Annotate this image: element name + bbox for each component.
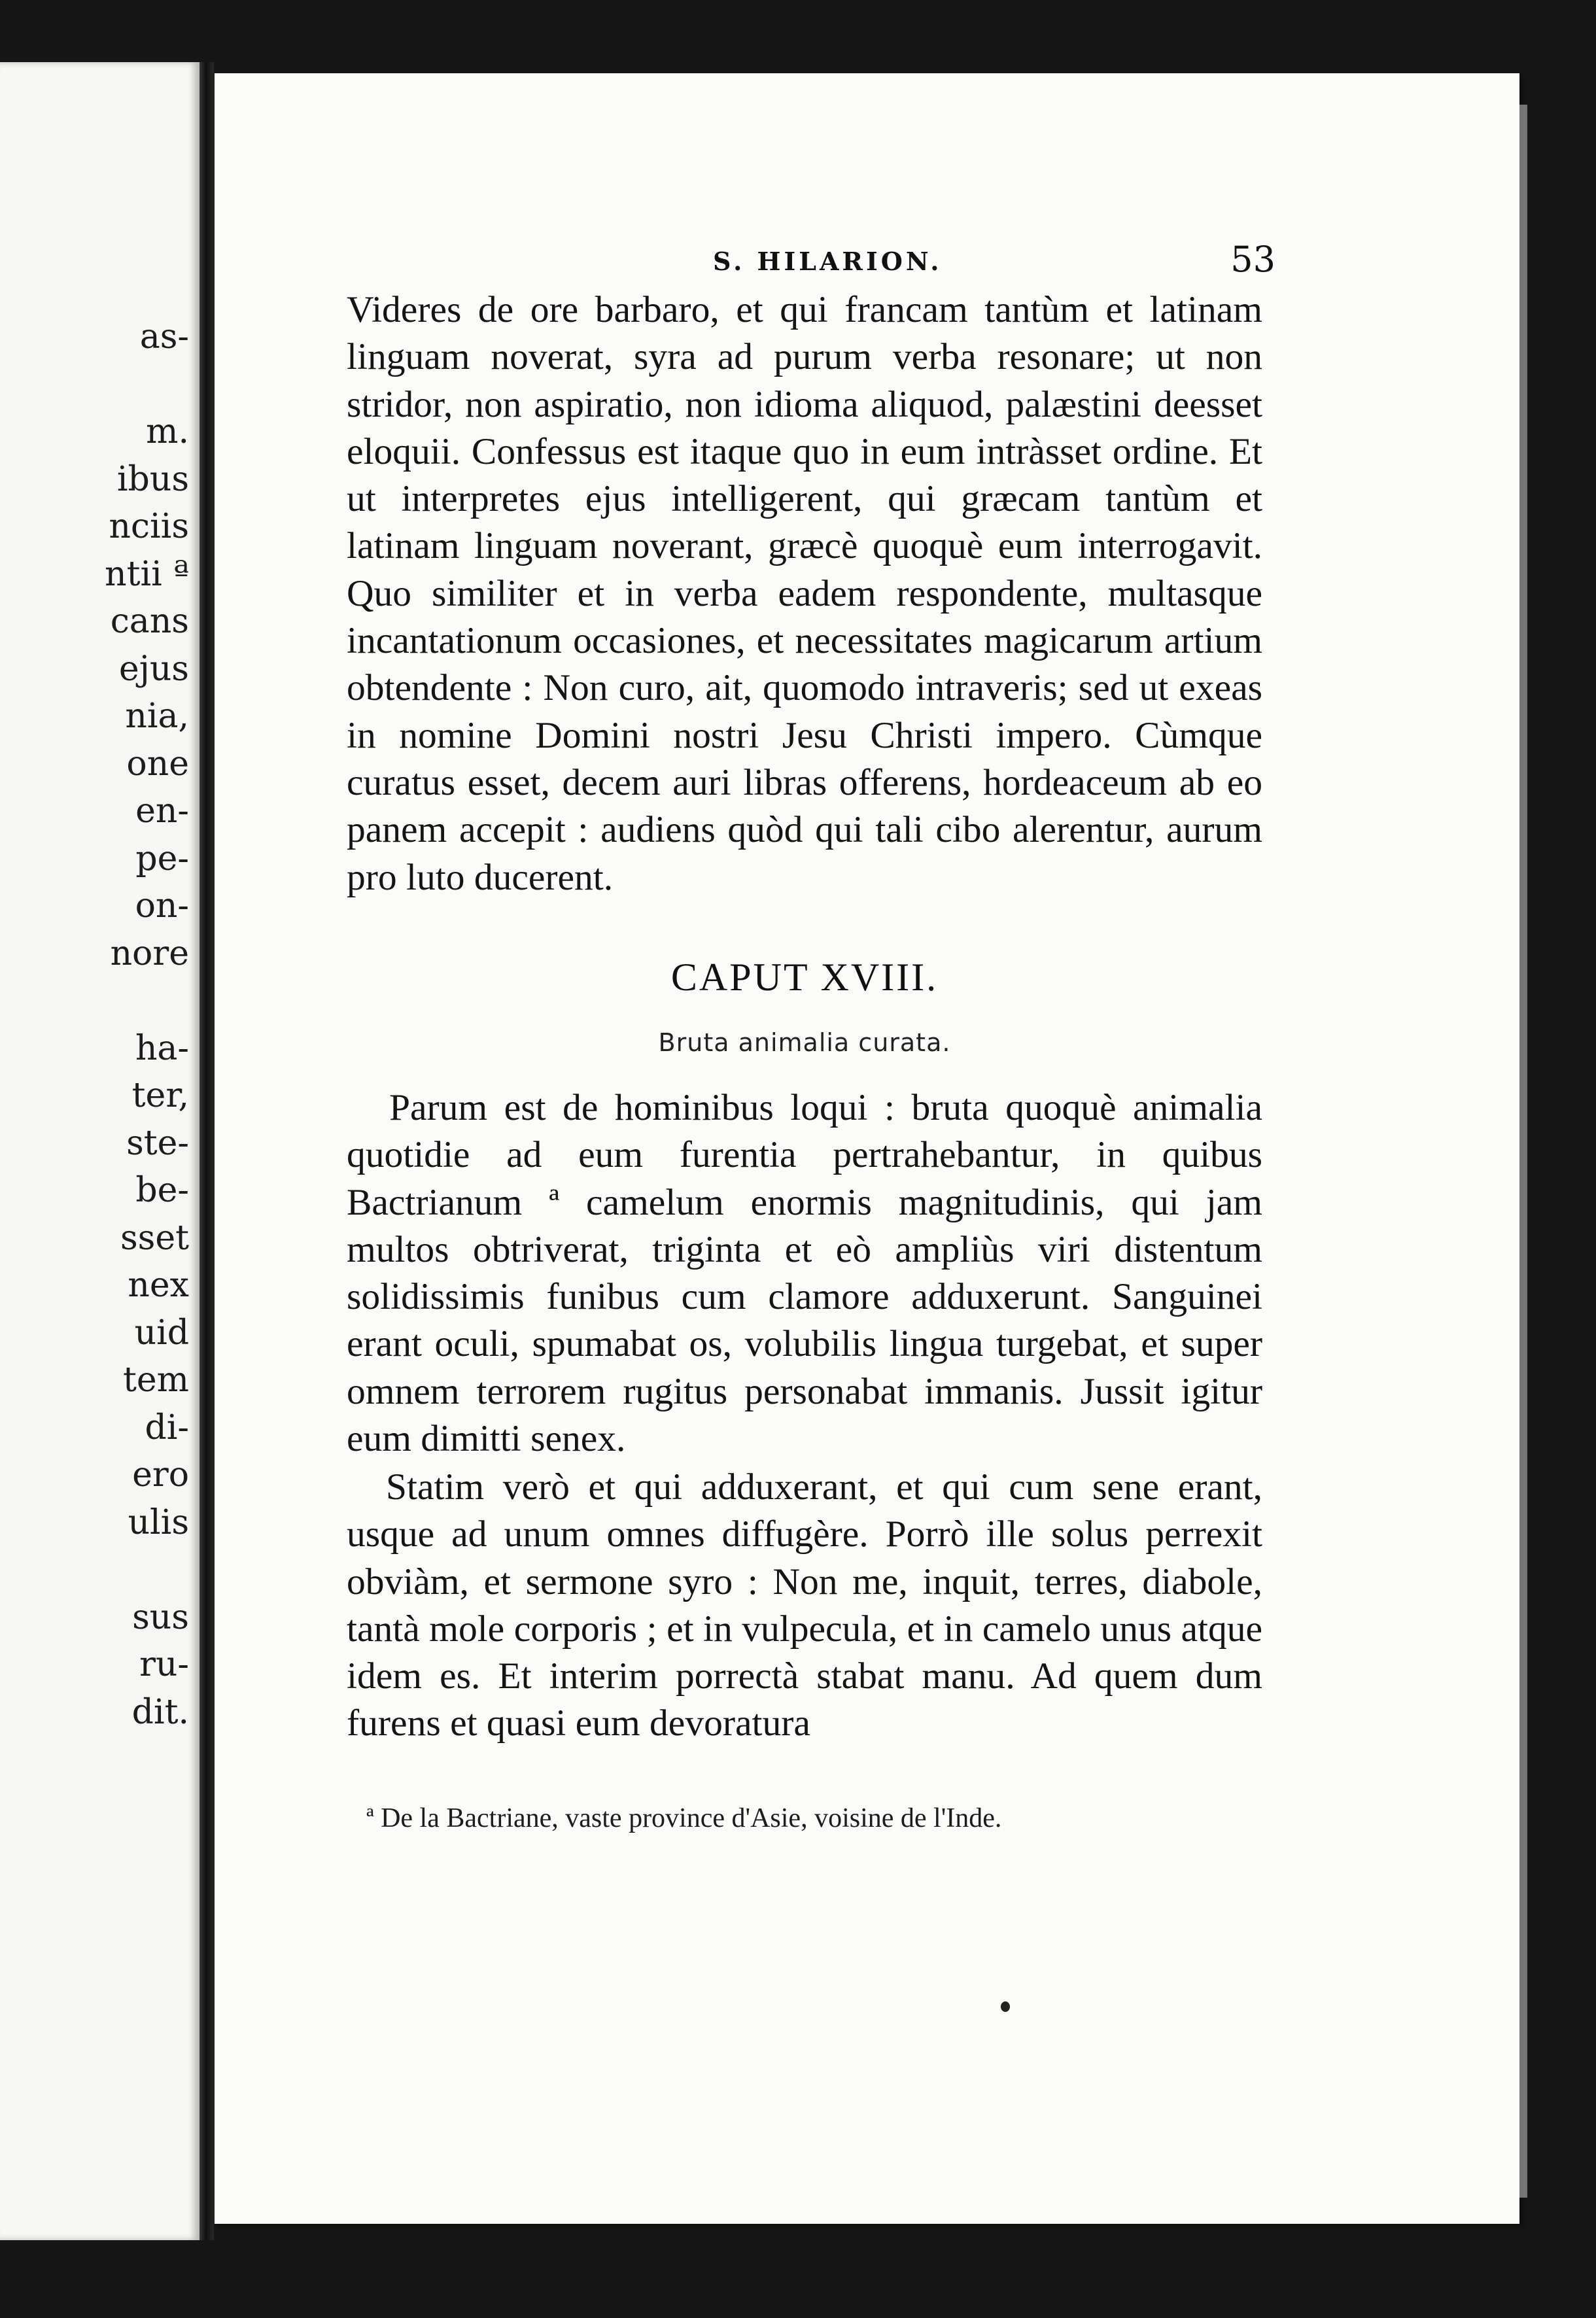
left-page-line: ulis [128, 1502, 189, 1542]
running-head [353, 239, 1275, 285]
left-page-line: nia, [125, 697, 189, 736]
left-page-line: ter, [131, 1076, 189, 1115]
left-page-line: nore [110, 933, 189, 973]
page-number: 53 [1230, 239, 1275, 280]
left-page-line: di- [145, 1408, 189, 1447]
left-page-line: sus [132, 1597, 189, 1637]
left-page-line: ru- [139, 1645, 189, 1684]
body-paragraph-2: Parum est de hominibus loqui : bruta quoquè animalia quotidie ad eum furentia pertrahebantur, in quibus Bactrianum ª camelum enormis magnitudinis, qui jam multos obtriverat, triginta et eò ampliùs viri distentum solidissimis funibus cum clamore adduxerunt. Sanguinei erant oculi, spumabat os, volubilis lingua turgebat, et super omnem terrorem rugitus personabat immanis. Jussit igitur eum dimitti senex. [347, 1087, 1262, 1460]
left-page-line: ejus [118, 649, 189, 689]
body-paragraph-3: Statim verò et qui adduxerant, et qui cum sene erant, usque ad unum omnes diffugère. Porrò ille solus perrexit obviàm, et sermone syro : Non me, inquit, terres, diabole, tantà mole corporis ; et in vulpecula, et in camelo unus atque idem es. Et interim porrectà stabat manu. Ad quem dum furens et quasi eum devoratura [347, 1466, 1262, 1744]
left-page-line: on- [135, 886, 189, 925]
body-paragraph-1: Videres de ore barbaro, et qui francam tantùm et latinam linguam noverat, syra ad purum verba resonare; ut non stridor, non aspiratio, non idioma aliquod, palæstini deesset eloquii. Confessus est itaque quo in eum intràsset ordine. Et ut interpretes ejus intelligerent, qui græcam tantùm et latinam linguam noverant, græcè quoquè eum interrogavit. Quo similiter et in verba eadem respondente, multasque incantationum occasiones, et necessitates magicarum artium obtendente : Non curo, ait, quomodo intraveris; sed ut exeas in nomine Domini nostri Jesu Christi impero. Cùmque curatus esset, decem auri libras offerens, hordeaceum ab eo panem accepit : audiens quòd qui tali cibo alerentur, aurum pro luto ducerent. [347, 289, 1262, 898]
running-title: S. HILARION. [713, 247, 943, 276]
left-page-line: ste- [126, 1123, 189, 1163]
left-page-line: pe- [135, 839, 189, 878]
chapter-subtitle: Bruta animalia curata. [658, 1028, 951, 1057]
left-page-line: be- [135, 1171, 189, 1210]
left-page-line: dit. [131, 1692, 189, 1732]
left-page-fragment [0, 62, 200, 2240]
left-page-line: tem [123, 1360, 189, 1400]
footnote: ª De la Bactriane, vaste province d'Asie, voisine de l'Inde. [366, 1803, 1002, 1833]
ink-speck [1001, 2001, 1010, 2012]
left-page-line: en- [135, 791, 189, 831]
left-page-line: ha- [135, 1028, 189, 1068]
left-page-line: one [126, 744, 189, 784]
left-page-line: cans [110, 602, 189, 641]
left-page-line: nex [128, 1266, 189, 1305]
left-page-line: uid [134, 1313, 189, 1353]
left-page-line: sset [120, 1218, 189, 1258]
left-page-line: m. [146, 412, 189, 451]
left-page-line: ibus [116, 459, 189, 499]
left-page-line: as- [139, 317, 189, 356]
left-page-line: ero [132, 1455, 189, 1495]
chapter-title: CAPUT XVIII. [670, 956, 939, 999]
left-page-line: nciis [109, 507, 189, 546]
left-page-line: ntii ª [105, 554, 189, 594]
